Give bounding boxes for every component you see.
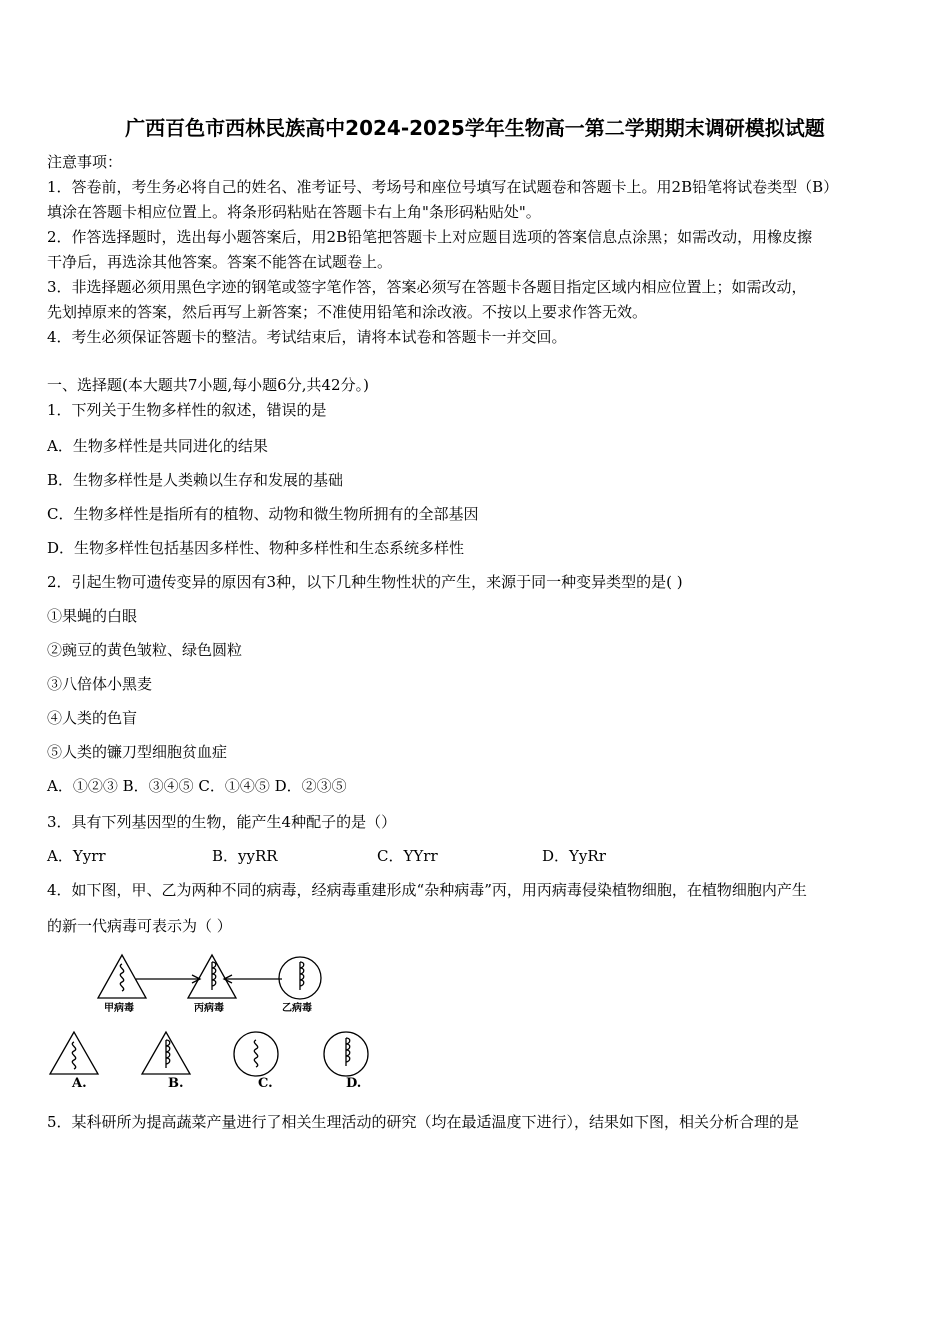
- q1-option-b: B．生物多样性是人类赖以生存和发展的基础: [47, 471, 344, 489]
- notice-line-2: 填涂在答题卡相应位置上。将条形码粘贴在答题卡右上角"条形码粘贴处"。: [47, 203, 541, 221]
- option-a-shape: [50, 1032, 98, 1074]
- q2-options: A．①②③ B．③④⑤ C．①④⑤ D．②③⑤: [47, 777, 347, 795]
- label-option-a: A.: [72, 1076, 87, 1091]
- q1-stem: 1．下列关于生物多样性的叙述，错误的是: [47, 401, 327, 419]
- virus-jia-rna: [120, 964, 123, 991]
- section-heading: 一、选择题(本大题共7小题,每小题6分,共42分。): [47, 376, 369, 394]
- q5-stem: 5．某科研所为提高蔬菜产量进行了相关生理活动的研究（均在最适温度下进行），结果如下图，相关分析合理的是: [47, 1113, 800, 1131]
- q2-item-3: ③八倍体小黑麦: [47, 675, 153, 693]
- q2-item-2: ②豌豆的黄色皱粒、绿色圆粒: [47, 641, 243, 659]
- q2-item-5: ⑤人类的镰刀型细胞贫血症: [47, 743, 228, 761]
- notice-line-1: 1．答卷前，考生务必将自己的姓名、准考证号、考场号和座位号填写在试题卷和答题卡上。用2B铅笔将试卷类型（B）: [47, 178, 839, 196]
- label-yi: 乙病毒: [282, 1003, 312, 1014]
- notice-line-4: 干净后，再选涂其他答案。答案不能答在试题卷上。: [47, 253, 393, 271]
- notice-line-6: 先划掉原来的答案，然后再写上新答案；不准使用铅笔和涂改液。不按以上要求作答无效。: [47, 303, 648, 321]
- virus-jia-shape: [98, 955, 146, 998]
- q2-item-1: ①果蝇的白眼: [47, 607, 138, 625]
- q3-option-a: A．Yyrr: [47, 847, 106, 865]
- q2-stem: 2．引起生物可遗传变异的原因有3种，以下几种生物性状的产生，来源于同一种变异类型的是( ): [47, 573, 683, 591]
- notice-line-5: 3．非选择题必须用黑色字迹的钢笔或签字笔作答，答案必须写在答题卡各题目指定区域内相应位置上；如需改动，: [47, 278, 807, 296]
- notice-line-3: 2．作答选择题时，选出每小题答案后，用2B铅笔把答题卡上对应题目选项的答案信息点涂黑；如需改动，用橡皮擦: [47, 228, 813, 246]
- virus-yi-rna: [300, 962, 304, 990]
- notice-line-7: 4．考生必须保证答题卡的整洁。考试结束后，请将本试卷和答题卡一并交回。: [47, 328, 567, 346]
- q3-option-c: C．YYrr: [377, 847, 438, 865]
- q1-option-c: C．生物多样性是指所有的植物、动物和微生物所拥有的全部基因: [47, 505, 479, 523]
- label-option-c: C.: [258, 1076, 273, 1091]
- q3-option-b: B．yyRR: [212, 847, 278, 865]
- virus-bing-rna: [212, 962, 216, 990]
- page-title: 广西百色市西林民族高中2024-2025学年生物高一第二学期期末调研模拟试题: [125, 116, 825, 140]
- label-option-b: B.: [168, 1076, 184, 1091]
- label-option-d: D.: [346, 1076, 362, 1091]
- virus-figure: [40, 948, 380, 1093]
- label-jia: 甲病毒: [104, 1003, 134, 1014]
- notice-heading: 注意事项：: [47, 153, 123, 171]
- q1-option-a: A．生物多样性是共同进化的结果: [47, 437, 268, 455]
- label-bing: 丙病毒: [194, 1003, 224, 1014]
- q1-option-d: D．生物多样性包括基因多样性、物种多样性和生态系统多样性: [47, 539, 465, 557]
- q3-stem: 3．具有下列基因型的生物，能产生4种配子的是（）: [47, 813, 397, 831]
- q3-option-d: D．YyRr: [542, 847, 606, 865]
- q4-stem-line-1: 4．如下图，甲、乙为两种不同的病毒，经病毒重建形成“杂种病毒”丙，用丙病毒侵染植物细胞，在植物细胞内产生: [47, 881, 807, 899]
- q2-item-4: ④人类的色盲: [47, 709, 138, 727]
- q4-stem-line-2: 的新一代病毒可表示为（ ）: [47, 917, 232, 935]
